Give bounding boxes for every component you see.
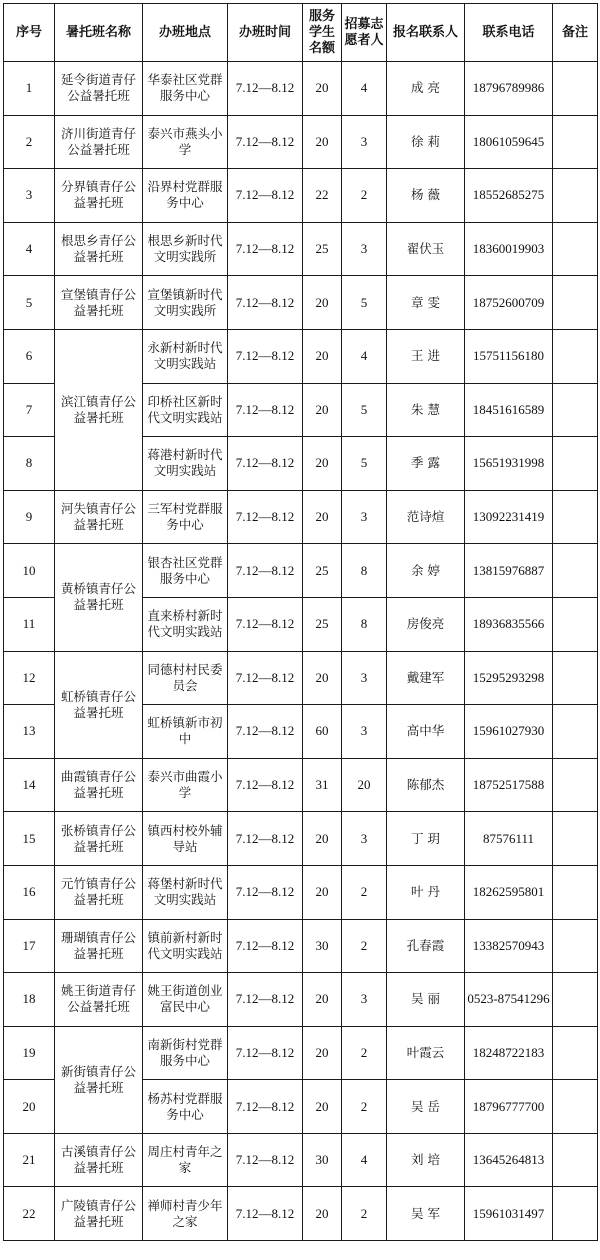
cell-name: 延令街道青仔公益暑托班 [55, 62, 143, 116]
cell-quota: 20 [303, 812, 342, 866]
table-row [4, 222, 598, 276]
cell-no: 14 [4, 758, 55, 812]
cell-quota: 20 [303, 383, 342, 437]
cell-place: 南新街村党群服务中心 [143, 1026, 228, 1080]
cell-contact: 章 雯 [387, 276, 465, 330]
cell-name: 宣堡镇青仔公益暑托班 [55, 276, 143, 330]
cell-quota: 60 [303, 705, 342, 759]
header-phone: 联系电话 [465, 4, 553, 62]
cell-place: 宣堡镇新时代文明实践所 [143, 276, 228, 330]
header-contact: 报名联系人 [387, 4, 465, 62]
cell-place: 镇前新村新时代文明实践站 [143, 919, 228, 973]
cell-no: 5 [4, 276, 55, 330]
cell-contact: 朱 慧 [387, 383, 465, 437]
cell-place: 沿界村党群服务中心 [143, 169, 228, 223]
cell-contact: 孔春霞 [387, 919, 465, 973]
cell-contact: 戴建军 [387, 651, 465, 705]
cell-no: 3 [4, 169, 55, 223]
cell-volunteers: 3 [342, 705, 387, 759]
cell-time: 7.12—8.12 [228, 115, 303, 169]
cell-phone: 18360019903 [465, 222, 553, 276]
cell-phone: 13645264813 [465, 1133, 553, 1187]
cell-place: 永新村新时代文明实践站 [143, 329, 228, 383]
cell-phone: 13092231419 [465, 490, 553, 544]
cell-quota: 20 [303, 329, 342, 383]
cell-remark [553, 383, 598, 437]
cell-phone: 15961027930 [465, 705, 553, 759]
cell-remark [553, 1080, 598, 1134]
cell-name: 元竹镇青仔公益暑托班 [55, 865, 143, 919]
cell-no: 11 [4, 597, 55, 651]
summer-class-table [3, 3, 598, 1241]
cell-name: 滨江镇青仔公益暑托班 [55, 329, 143, 490]
cell-place: 蒋港村新时代文明实践站 [143, 437, 228, 491]
cell-phone: 18061059645 [465, 115, 553, 169]
cell-time: 7.12—8.12 [228, 437, 303, 491]
header-time: 办班时间 [228, 4, 303, 62]
cell-remark [553, 222, 598, 276]
cell-quota: 22 [303, 169, 342, 223]
cell-contact: 叶 丹 [387, 865, 465, 919]
cell-place: 泰兴市曲霞小学 [143, 758, 228, 812]
cell-remark [553, 812, 598, 866]
cell-place: 禅师村青少年之家 [143, 1187, 228, 1241]
cell-place: 同德村村民委员会 [143, 651, 228, 705]
cell-volunteers: 2 [342, 1080, 387, 1134]
cell-place: 蒋堡村新时代文明实践站 [143, 865, 228, 919]
cell-phone: 15961031497 [465, 1187, 553, 1241]
cell-name: 广陵镇青仔公益暑托班 [55, 1187, 143, 1241]
table-row [4, 276, 598, 330]
table-row [4, 973, 598, 1027]
cell-contact: 翟伏玉 [387, 222, 465, 276]
table-row [4, 115, 598, 169]
cell-name: 姚王街道青仔公益暑托班 [55, 973, 143, 1027]
cell-remark [553, 490, 598, 544]
cell-phone: 18552685275 [465, 169, 553, 223]
cell-contact: 丁 玥 [387, 812, 465, 866]
table-row [4, 1026, 598, 1080]
cell-place: 根思乡新时代文明实践所 [143, 222, 228, 276]
cell-remark [553, 1133, 598, 1187]
cell-volunteers: 3 [342, 115, 387, 169]
header-row [4, 4, 598, 62]
cell-no: 17 [4, 919, 55, 973]
cell-volunteers: 8 [342, 597, 387, 651]
cell-phone: 18262595801 [465, 865, 553, 919]
cell-name: 新街镇青仔公益暑托班 [55, 1026, 143, 1133]
cell-remark [553, 169, 598, 223]
cell-quota: 20 [303, 1187, 342, 1241]
cell-volunteers: 5 [342, 383, 387, 437]
cell-phone: 13815976887 [465, 544, 553, 598]
cell-time: 7.12—8.12 [228, 1187, 303, 1241]
cell-volunteers: 5 [342, 276, 387, 330]
cell-time: 7.12—8.12 [228, 758, 303, 812]
cell-contact: 吴 岳 [387, 1080, 465, 1134]
cell-remark [553, 919, 598, 973]
cell-phone: 18248722183 [465, 1026, 553, 1080]
cell-time: 7.12—8.12 [228, 544, 303, 598]
cell-volunteers: 4 [342, 62, 387, 116]
cell-phone: 13382570943 [465, 919, 553, 973]
cell-volunteers: 2 [342, 1026, 387, 1080]
cell-phone: 18752600709 [465, 276, 553, 330]
cell-no: 9 [4, 490, 55, 544]
cell-volunteers: 3 [342, 812, 387, 866]
cell-name: 古溪镇青仔公益暑托班 [55, 1133, 143, 1187]
table-row [4, 1133, 598, 1187]
cell-name: 张桥镇青仔公益暑托班 [55, 812, 143, 866]
cell-name: 黄桥镇青仔公益暑托班 [55, 544, 143, 651]
table-row [4, 544, 598, 598]
cell-place: 泰兴市燕头小学 [143, 115, 228, 169]
cell-volunteers: 2 [342, 169, 387, 223]
cell-time: 7.12—8.12 [228, 865, 303, 919]
cell-phone: 0523-87541296 [465, 973, 553, 1027]
table-row [4, 651, 598, 705]
cell-phone: 18752517588 [465, 758, 553, 812]
cell-no: 13 [4, 705, 55, 759]
cell-time: 7.12—8.12 [228, 169, 303, 223]
cell-no: 7 [4, 383, 55, 437]
cell-time: 7.12—8.12 [228, 490, 303, 544]
cell-contact: 高中华 [387, 705, 465, 759]
table-row [4, 865, 598, 919]
cell-time: 7.12—8.12 [228, 812, 303, 866]
cell-quota: 20 [303, 437, 342, 491]
cell-remark [553, 705, 598, 759]
cell-volunteers: 3 [342, 222, 387, 276]
cell-no: 20 [4, 1080, 55, 1134]
cell-quota: 30 [303, 919, 342, 973]
cell-quota: 20 [303, 651, 342, 705]
cell-contact: 余 婷 [387, 544, 465, 598]
cell-volunteers: 4 [342, 329, 387, 383]
cell-quota: 20 [303, 865, 342, 919]
cell-no: 18 [4, 973, 55, 1027]
cell-no: 4 [4, 222, 55, 276]
cell-remark [553, 62, 598, 116]
cell-contact: 杨 薇 [387, 169, 465, 223]
cell-contact: 范诗煊 [387, 490, 465, 544]
cell-remark [553, 115, 598, 169]
cell-time: 7.12—8.12 [228, 276, 303, 330]
cell-no: 10 [4, 544, 55, 598]
cell-no: 16 [4, 865, 55, 919]
header-volunteers: 招募志愿者人 [342, 4, 387, 62]
cell-quota: 30 [303, 1133, 342, 1187]
cell-name: 根思乡青仔公益暑托班 [55, 222, 143, 276]
cell-no: 1 [4, 62, 55, 116]
cell-quota: 25 [303, 544, 342, 598]
cell-place: 虹桥镇新市初中 [143, 705, 228, 759]
cell-no: 22 [4, 1187, 55, 1241]
cell-quota: 20 [303, 1080, 342, 1134]
cell-phone: 87576111 [465, 812, 553, 866]
header-quota: 服务学生名额 [303, 4, 342, 62]
cell-contact: 叶霞云 [387, 1026, 465, 1080]
cell-time: 7.12—8.12 [228, 651, 303, 705]
cell-no: 15 [4, 812, 55, 866]
cell-name: 珊瑚镇青仔公益暑托班 [55, 919, 143, 973]
cell-remark [553, 1026, 598, 1080]
cell-place: 三军村党群服务中心 [143, 490, 228, 544]
cell-contact: 季 露 [387, 437, 465, 491]
cell-time: 7.12—8.12 [228, 383, 303, 437]
cell-no: 21 [4, 1133, 55, 1187]
cell-remark [553, 597, 598, 651]
cell-remark [553, 1187, 598, 1241]
cell-contact: 成 亮 [387, 62, 465, 116]
cell-time: 7.12—8.12 [228, 222, 303, 276]
cell-volunteers: 3 [342, 651, 387, 705]
cell-contact: 徐 莉 [387, 115, 465, 169]
cell-place: 银杏社区党群服务中心 [143, 544, 228, 598]
cell-name: 济川街道青仔公益暑托班 [55, 115, 143, 169]
table-row [4, 919, 598, 973]
cell-no: 12 [4, 651, 55, 705]
cell-place: 华泰社区党群服务中心 [143, 62, 228, 116]
table-row [4, 758, 598, 812]
cell-place: 印桥社区新时代文明实践站 [143, 383, 228, 437]
cell-remark [553, 437, 598, 491]
cell-quota: 20 [303, 1026, 342, 1080]
cell-quota: 20 [303, 973, 342, 1027]
cell-place: 镇西村校外辅导站 [143, 812, 228, 866]
cell-volunteers: 3 [342, 973, 387, 1027]
cell-quota: 25 [303, 597, 342, 651]
table-row [4, 1187, 598, 1241]
cell-volunteers: 8 [342, 544, 387, 598]
cell-contact: 吴 军 [387, 1187, 465, 1241]
cell-time: 7.12—8.12 [228, 62, 303, 116]
cell-quota: 20 [303, 115, 342, 169]
cell-quota: 20 [303, 276, 342, 330]
cell-volunteers: 4 [342, 1133, 387, 1187]
cell-no: 6 [4, 329, 55, 383]
cell-remark [553, 651, 598, 705]
cell-phone: 18936835566 [465, 597, 553, 651]
cell-phone: 18796777700 [465, 1080, 553, 1134]
cell-volunteers: 2 [342, 1187, 387, 1241]
cell-phone: 18451616589 [465, 383, 553, 437]
cell-contact: 王 进 [387, 329, 465, 383]
cell-time: 7.12—8.12 [228, 973, 303, 1027]
cell-time: 7.12—8.12 [228, 1133, 303, 1187]
cell-place: 杨苏村党群服务中心 [143, 1080, 228, 1134]
cell-contact: 房俊亮 [387, 597, 465, 651]
cell-remark [553, 544, 598, 598]
cell-place: 周庄村青年之家 [143, 1133, 228, 1187]
cell-contact: 刘 培 [387, 1133, 465, 1187]
table-row [4, 812, 598, 866]
cell-quota: 31 [303, 758, 342, 812]
header-no: 序号 [4, 4, 55, 62]
cell-remark [553, 276, 598, 330]
cell-time: 7.12—8.12 [228, 1080, 303, 1134]
table-row [4, 329, 598, 383]
cell-place: 直来桥村新时代文明实践站 [143, 597, 228, 651]
cell-contact: 吴 丽 [387, 973, 465, 1027]
header-remark: 备注 [553, 4, 598, 62]
cell-quota: 25 [303, 222, 342, 276]
cell-no: 2 [4, 115, 55, 169]
header-place: 办班地点 [143, 4, 228, 62]
cell-quota: 20 [303, 490, 342, 544]
cell-time: 7.12—8.12 [228, 329, 303, 383]
cell-phone: 15295293298 [465, 651, 553, 705]
cell-volunteers: 20 [342, 758, 387, 812]
cell-phone: 15751156180 [465, 329, 553, 383]
table-row [4, 62, 598, 116]
cell-time: 7.12—8.12 [228, 919, 303, 973]
table-row [4, 490, 598, 544]
cell-time: 7.12—8.12 [228, 705, 303, 759]
cell-time: 7.12—8.12 [228, 597, 303, 651]
cell-remark [553, 758, 598, 812]
table-row [4, 169, 598, 223]
cell-no: 19 [4, 1026, 55, 1080]
cell-place: 姚王街道创业富民中心 [143, 973, 228, 1027]
cell-no: 8 [4, 437, 55, 491]
cell-remark [553, 973, 598, 1027]
cell-remark [553, 865, 598, 919]
cell-phone: 18796789986 [465, 62, 553, 116]
cell-volunteers: 2 [342, 919, 387, 973]
cell-volunteers: 5 [342, 437, 387, 491]
cell-name: 虹桥镇青仔公益暑托班 [55, 651, 143, 758]
table-wrapper [3, 3, 597, 1241]
cell-contact: 陈郁杰 [387, 758, 465, 812]
cell-name: 河失镇青仔公益暑托班 [55, 490, 143, 544]
cell-phone: 15651931998 [465, 437, 553, 491]
cell-volunteers: 3 [342, 490, 387, 544]
cell-volunteers: 2 [342, 865, 387, 919]
cell-quota: 20 [303, 62, 342, 116]
cell-name: 分界镇青仔公益暑托班 [55, 169, 143, 223]
header-name: 暑托班名称 [55, 4, 143, 62]
cell-time: 7.12—8.12 [228, 1026, 303, 1080]
cell-name: 曲霞镇青仔公益暑托班 [55, 758, 143, 812]
cell-remark [553, 329, 598, 383]
